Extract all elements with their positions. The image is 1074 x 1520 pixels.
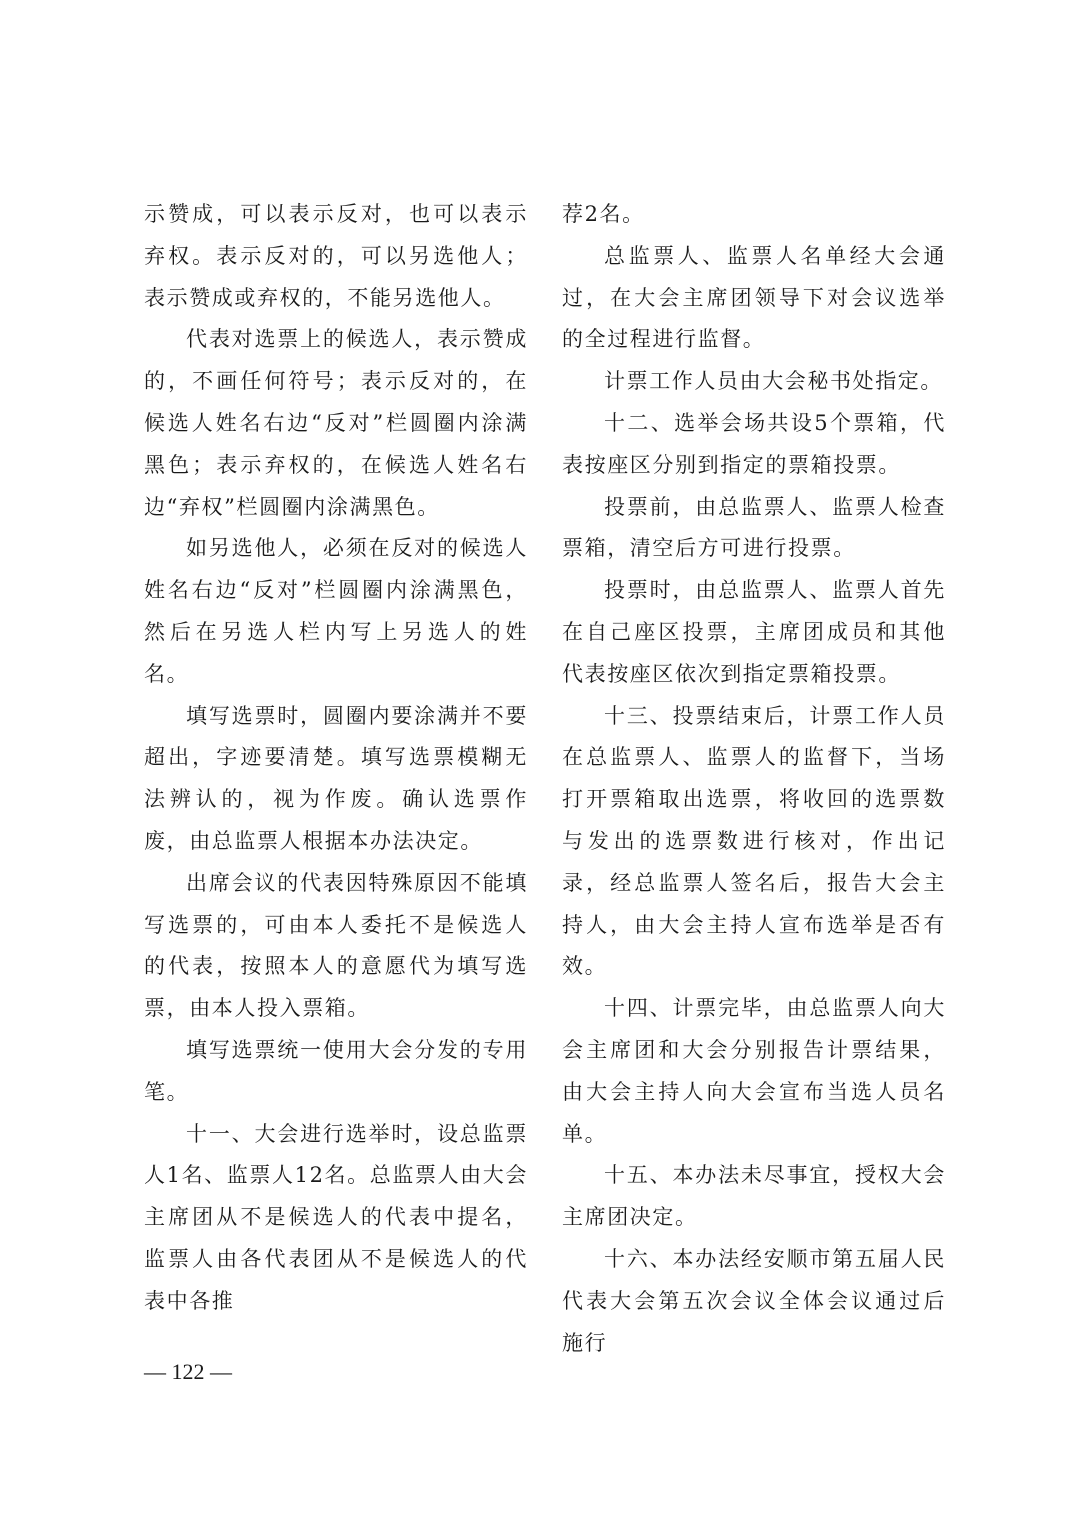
paragraph: 十六、本办法经安顺市第五届人民代表大会第五次会议全体会议通过后施行 bbox=[562, 1246, 946, 1355]
paragraph: 十一、大会进行选举时，设总监票人1名、监票人12名。总监票人由大会主席团从不是候选人的代表中提名，监票人由各代表团从不是候选人的代表中各推 bbox=[144, 1121, 528, 1313]
right-text-column bbox=[562, 194, 946, 1364]
paragraph: 总监票人、监票人名单经大会通过，在大会主席团领导下对会议选举的全过程进行监督。 bbox=[562, 243, 946, 352]
paragraph: 十三、投票结束后，计票工作人员在总监票人、监票人的监督下，当场打开票箱取出选票，将收回的选票数与发出的选票数进行核对，作出记录，经总监票人签名后，报告大会主持人，由大会主持人宣布选举是否有效。 bbox=[562, 703, 946, 979]
paragraph: 十二、选举会场共设5个票箱，代表按座区分别到指定的票箱投票。 bbox=[562, 410, 946, 477]
left-text-column bbox=[144, 194, 528, 1323]
paragraph: 出席会议的代表因特殊原因不能填写选票的，可由本人委托不是候选人的代表，按照本人的意愿代为填写选票，由本人投入票箱。 bbox=[144, 870, 528, 1021]
paragraph: 投票时，由总监票人、监票人首先在自己座区投票，主席团成员和其他代表按座区依次到指定票箱投票。 bbox=[562, 578, 946, 686]
paragraph: 十四、计票完毕，由总监票人向大会主席团和大会分别报告计票结果，由大会主持人向大会宣布当选人员名单。 bbox=[562, 996, 946, 1146]
paragraph: 填写选票时，圆圈内要涂满并不要超出，字迹要清楚。填写选票模糊无法辨认的，视为作废。确认选票作废，由总监票人根据本办法决定。 bbox=[144, 703, 528, 853]
paragraph: 计票工作人员由大会秘书处指定。 bbox=[604, 369, 943, 394]
paragraph: 填写选票统一使用大会分发的专用笔。 bbox=[144, 1037, 528, 1104]
page-number: — 122 — bbox=[144, 1359, 232, 1384]
paragraph: 十五、本办法未尽事宜，授权大会主席团决定。 bbox=[562, 1163, 946, 1230]
paragraph: 荐2名。 bbox=[562, 202, 645, 226]
paragraph: 投票前，由总监票人、监票人检查票箱，清空后方可进行投票。 bbox=[562, 494, 946, 561]
paragraph: 代表对选票上的候选人，表示赞成的，不画任何符号；表示反对的，在候选人姓名右边“反对”栏圆圈内涂满黑色；表示弃权的，在候选人姓名右边“弃权”栏圆圈内涂满黑色。 bbox=[144, 327, 528, 519]
paragraph: 示赞成，可以表示反对，也可以表示弃权。表示反对的，可以另选他人；表示赞成或弃权的，不能另选他人。 bbox=[144, 202, 528, 310]
paragraph: 如另选他人，必须在反对的候选人姓名右边“反对”栏圆圈内涂满黑色，然后在另选人栏内写上另选人的姓名。 bbox=[144, 536, 528, 686]
